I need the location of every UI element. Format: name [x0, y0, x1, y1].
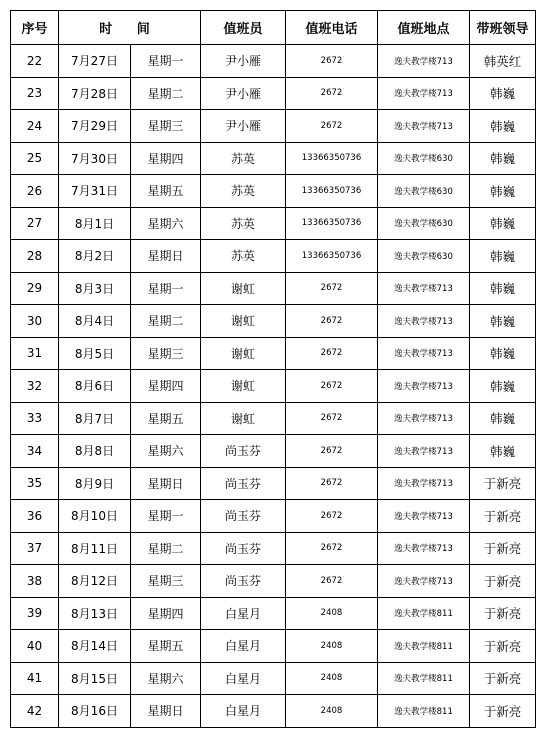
cell-place: 逸夫教学楼630 [378, 142, 470, 175]
duty-schedule [10, 10, 536, 728]
cell-staff: 白星月 [201, 662, 286, 695]
cell-weekday: 星期三 [131, 337, 201, 370]
cell-phone: 2672 [286, 305, 378, 338]
cell-staff: 苏英 [201, 240, 286, 273]
table-row [11, 240, 536, 273]
table-row [11, 695, 536, 728]
table-row [11, 175, 536, 208]
cell-weekday: 星期三 [131, 565, 201, 598]
cell-phone: 2672 [286, 565, 378, 598]
cell-phone: 2672 [286, 110, 378, 143]
cell-phone: 13366350736 [286, 175, 378, 208]
cell-date: 8月12日 [59, 565, 131, 598]
table-row [11, 565, 536, 598]
cell-weekday: 星期二 [131, 305, 201, 338]
cell-phone: 13366350736 [286, 240, 378, 273]
table-row [11, 532, 536, 565]
cell-place: 逸夫教学楼713 [378, 370, 470, 403]
cell-place: 逸夫教学楼713 [378, 532, 470, 565]
cell-phone: 2672 [286, 435, 378, 468]
cell-weekday: 星期二 [131, 532, 201, 565]
cell-date: 8月8日 [59, 435, 131, 468]
cell-weekday: 星期一 [131, 500, 201, 533]
cell-leader: 韩巍 [470, 142, 536, 175]
duty-table [10, 10, 536, 728]
cell-place: 逸夫教学楼713 [378, 272, 470, 305]
cell-staff: 尹小雁 [201, 110, 286, 143]
cell-date: 7月30日 [59, 142, 131, 175]
cell-leader: 韩巍 [470, 435, 536, 468]
cell-seq: 36 [11, 500, 59, 533]
cell-weekday: 星期日 [131, 240, 201, 273]
cell-phone: 2672 [286, 532, 378, 565]
cell-seq: 26 [11, 175, 59, 208]
cell-staff: 尚玉芬 [201, 435, 286, 468]
cell-date: 8月1日 [59, 207, 131, 240]
cell-place: 逸夫教学楼713 [378, 467, 470, 500]
cell-staff: 苏英 [201, 207, 286, 240]
cell-seq: 31 [11, 337, 59, 370]
cell-phone: 2672 [286, 500, 378, 533]
cell-weekday: 星期一 [131, 45, 201, 78]
cell-leader: 于新亮 [470, 597, 536, 630]
table-row [11, 45, 536, 78]
cell-seq: 37 [11, 532, 59, 565]
table-row [11, 370, 536, 403]
table-row [11, 337, 536, 370]
cell-phone: 2672 [286, 370, 378, 403]
table-row [11, 435, 536, 468]
cell-weekday: 星期四 [131, 142, 201, 175]
cell-seq: 33 [11, 402, 59, 435]
cell-date: 7月29日 [59, 110, 131, 143]
table-row [11, 500, 536, 533]
cell-date: 8月2日 [59, 240, 131, 273]
cell-place: 逸夫教学楼713 [378, 45, 470, 78]
cell-date: 8月6日 [59, 370, 131, 403]
cell-place: 逸夫教学楼811 [378, 695, 470, 728]
cell-seq: 42 [11, 695, 59, 728]
table-body [11, 45, 536, 728]
cell-place: 逸夫教学楼713 [378, 305, 470, 338]
cell-place: 逸夫教学楼811 [378, 662, 470, 695]
cell-weekday: 星期日 [131, 695, 201, 728]
cell-weekday: 星期日 [131, 467, 201, 500]
cell-seq: 39 [11, 597, 59, 630]
cell-staff: 尚玉芬 [201, 532, 286, 565]
cell-weekday: 星期四 [131, 370, 201, 403]
cell-leader: 韩英红 [470, 45, 536, 78]
cell-staff: 谢虹 [201, 305, 286, 338]
cell-seq: 34 [11, 435, 59, 468]
cell-seq: 29 [11, 272, 59, 305]
cell-place: 逸夫教学楼630 [378, 207, 470, 240]
header-seq: 序号 [11, 11, 59, 45]
table-row [11, 207, 536, 240]
cell-seq: 41 [11, 662, 59, 695]
cell-staff: 尹小雁 [201, 77, 286, 110]
cell-place: 逸夫教学楼811 [378, 630, 470, 663]
header-leader: 带班领导 [470, 11, 536, 45]
cell-date: 8月14日 [59, 630, 131, 663]
table-row [11, 77, 536, 110]
cell-weekday: 星期二 [131, 77, 201, 110]
table-row [11, 597, 536, 630]
cell-leader: 韩巍 [470, 175, 536, 208]
cell-seq: 28 [11, 240, 59, 273]
cell-staff: 苏英 [201, 175, 286, 208]
cell-date: 8月9日 [59, 467, 131, 500]
cell-weekday: 星期六 [131, 662, 201, 695]
cell-date: 7月28日 [59, 77, 131, 110]
cell-place: 逸夫教学楼713 [378, 500, 470, 533]
cell-leader: 于新亮 [470, 630, 536, 663]
cell-leader: 于新亮 [470, 500, 536, 533]
cell-place: 逸夫教学楼713 [378, 77, 470, 110]
cell-phone: 2672 [286, 402, 378, 435]
cell-place: 逸夫教学楼811 [378, 597, 470, 630]
cell-weekday: 星期五 [131, 630, 201, 663]
cell-phone: 2672 [286, 45, 378, 78]
cell-staff: 谢虹 [201, 370, 286, 403]
cell-seq: 40 [11, 630, 59, 663]
cell-staff: 谢虹 [201, 402, 286, 435]
table-row [11, 467, 536, 500]
table-row [11, 630, 536, 663]
table-row [11, 662, 536, 695]
cell-leader: 韩巍 [470, 305, 536, 338]
cell-staff: 白星月 [201, 695, 286, 728]
cell-phone: 13366350736 [286, 207, 378, 240]
cell-phone: 2672 [286, 272, 378, 305]
cell-weekday: 星期五 [131, 175, 201, 208]
cell-weekday: 星期三 [131, 110, 201, 143]
cell-leader: 韩巍 [470, 240, 536, 273]
table-header [11, 11, 536, 45]
cell-phone: 13366350736 [286, 142, 378, 175]
cell-place: 逸夫教学楼713 [378, 435, 470, 468]
header-staff: 值班员 [201, 11, 286, 45]
table-row [11, 142, 536, 175]
cell-phone: 2408 [286, 662, 378, 695]
cell-leader: 于新亮 [470, 662, 536, 695]
cell-date: 8月4日 [59, 305, 131, 338]
cell-phone: 2408 [286, 695, 378, 728]
cell-place: 逸夫教学楼713 [378, 402, 470, 435]
cell-place: 逸夫教学楼630 [378, 240, 470, 273]
cell-date: 8月5日 [59, 337, 131, 370]
cell-place: 逸夫教学楼630 [378, 175, 470, 208]
cell-phone: 2408 [286, 630, 378, 663]
cell-leader: 韩巍 [470, 337, 536, 370]
cell-place: 逸夫教学楼713 [378, 110, 470, 143]
cell-date: 8月3日 [59, 272, 131, 305]
cell-staff: 谢虹 [201, 337, 286, 370]
cell-date: 8月13日 [59, 597, 131, 630]
cell-seq: 27 [11, 207, 59, 240]
cell-date: 8月15日 [59, 662, 131, 695]
cell-staff: 白星月 [201, 597, 286, 630]
cell-staff: 尚玉芬 [201, 467, 286, 500]
header-row [11, 11, 536, 45]
cell-leader: 于新亮 [470, 565, 536, 598]
cell-seq: 35 [11, 467, 59, 500]
cell-place: 逸夫教学楼713 [378, 565, 470, 598]
cell-leader: 于新亮 [470, 532, 536, 565]
cell-weekday: 星期六 [131, 435, 201, 468]
cell-weekday: 星期四 [131, 597, 201, 630]
cell-leader: 韩巍 [470, 370, 536, 403]
cell-date: 8月16日 [59, 695, 131, 728]
cell-seq: 25 [11, 142, 59, 175]
cell-leader: 于新亮 [470, 695, 536, 728]
header-time: 时 间 [59, 11, 201, 45]
cell-weekday: 星期五 [131, 402, 201, 435]
cell-date: 8月7日 [59, 402, 131, 435]
cell-phone: 2672 [286, 467, 378, 500]
cell-weekday: 星期六 [131, 207, 201, 240]
cell-staff: 尚玉芬 [201, 500, 286, 533]
cell-seq: 38 [11, 565, 59, 598]
cell-date: 8月10日 [59, 500, 131, 533]
cell-place: 逸夫教学楼713 [378, 337, 470, 370]
cell-seq: 30 [11, 305, 59, 338]
cell-staff: 尚玉芬 [201, 565, 286, 598]
cell-weekday: 星期一 [131, 272, 201, 305]
cell-seq: 22 [11, 45, 59, 78]
cell-staff: 谢虹 [201, 272, 286, 305]
cell-leader: 韩巍 [470, 207, 536, 240]
cell-date: 7月31日 [59, 175, 131, 208]
cell-phone: 2672 [286, 77, 378, 110]
cell-seq: 32 [11, 370, 59, 403]
cell-leader: 韩巍 [470, 272, 536, 305]
cell-staff: 苏英 [201, 142, 286, 175]
cell-date: 7月27日 [59, 45, 131, 78]
table-row [11, 305, 536, 338]
header-phone: 值班电话 [286, 11, 378, 45]
cell-staff: 白星月 [201, 630, 286, 663]
header-place: 值班地点 [378, 11, 470, 45]
cell-seq: 23 [11, 77, 59, 110]
cell-date: 8月11日 [59, 532, 131, 565]
cell-leader: 韩巍 [470, 77, 536, 110]
table-row [11, 110, 536, 143]
cell-phone: 2408 [286, 597, 378, 630]
table-row [11, 402, 536, 435]
cell-leader: 于新亮 [470, 467, 536, 500]
table-row [11, 272, 536, 305]
cell-staff: 尹小雁 [201, 45, 286, 78]
cell-phone: 2672 [286, 337, 378, 370]
cell-leader: 韩巍 [470, 402, 536, 435]
cell-seq: 24 [11, 110, 59, 143]
cell-leader: 韩巍 [470, 110, 536, 143]
